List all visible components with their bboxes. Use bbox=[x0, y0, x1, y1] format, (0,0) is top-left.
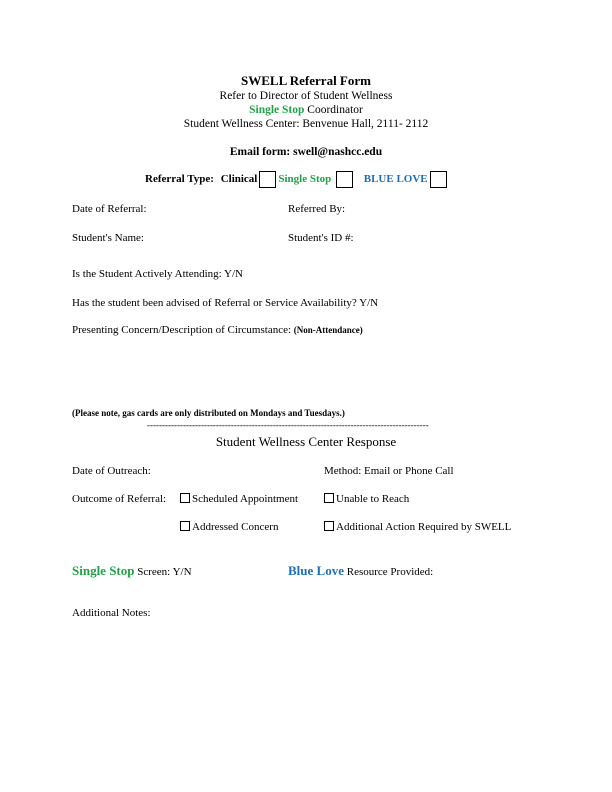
advised-question: Has the student been advised of Referral or Service Availability? Y/N bbox=[72, 297, 379, 309]
resource-provided: Resource Provided: bbox=[343, 566, 434, 578]
single-stop-highlight: Single Stop bbox=[249, 104, 305, 116]
response-title: Student Wellness Center Response bbox=[215, 434, 397, 449]
referral-type-row bbox=[145, 171, 449, 188]
concern-note: (Non-Attendance) bbox=[293, 325, 363, 335]
date-of-outreach-label: Date of Outreach: bbox=[72, 465, 151, 477]
opt-scheduled[interactable] bbox=[180, 493, 298, 505]
student-name-label: Student's Name: bbox=[72, 232, 144, 244]
coordinator-text: Coordinator bbox=[304, 104, 363, 116]
attending-question: Is the Student Actively Attending: Y/N bbox=[72, 268, 243, 280]
opt-addressed[interactable] bbox=[180, 521, 278, 533]
gas-card-note: (Please note, gas cards are only distributed on Mondays and Tuesdays.) bbox=[72, 408, 345, 418]
additional-checkbox[interactable] bbox=[324, 521, 334, 531]
single-stop-screen-row bbox=[72, 563, 192, 579]
blue-love-resource-row bbox=[288, 563, 433, 579]
addressed-checkbox[interactable] bbox=[180, 521, 190, 531]
outcome-label: Outcome of Referral: bbox=[72, 493, 167, 505]
scheduled-checkbox[interactable] bbox=[180, 493, 190, 503]
additional-notes-label: Additional Notes: bbox=[72, 607, 151, 619]
concern-label: Presenting Concern/Description of Circumstance: bbox=[72, 324, 292, 336]
blue-love-label: BLUE LOVE bbox=[363, 173, 428, 186]
clinical-label: Clinical bbox=[220, 173, 258, 186]
referral-type-label: Referral Type: bbox=[145, 173, 214, 186]
concern-row bbox=[72, 324, 363, 336]
coordinator-line bbox=[0, 104, 612, 116]
method-label: Method: Email or Phone Call bbox=[324, 465, 454, 477]
email-line: Email form: swell@nashcc.edu bbox=[229, 146, 383, 158]
date-of-referral-label: Date of Referral: bbox=[72, 203, 147, 215]
opt-unable[interactable] bbox=[324, 493, 409, 505]
additional-label: Additional Action Required by SWELL bbox=[336, 521, 512, 533]
blue-love-resource-label: Blue Love bbox=[288, 563, 344, 578]
form-title: SWELL Referral Form bbox=[241, 73, 371, 88]
single-stop-label: Single Stop bbox=[278, 173, 332, 186]
student-id-label: Student's ID #: bbox=[288, 232, 354, 244]
referred-by-label: Referred By: bbox=[288, 203, 346, 215]
clinical-checkbox[interactable] bbox=[259, 171, 276, 188]
single-stop-screen-label: Single Stop bbox=[72, 563, 135, 578]
single-stop-checkbox[interactable] bbox=[336, 171, 353, 188]
scheduled-label: Scheduled Appointment bbox=[192, 493, 299, 505]
separator-line: ---------------------------------------------------------------------------------------------- bbox=[147, 420, 429, 430]
screen-yn: Screen: Y/N bbox=[134, 566, 192, 578]
refer-line: Refer to Director of Student Wellness bbox=[219, 90, 393, 102]
unable-label: Unable to Reach bbox=[336, 493, 410, 505]
addressed-label: Addressed Concern bbox=[192, 521, 279, 533]
unable-checkbox[interactable] bbox=[324, 493, 334, 503]
opt-additional[interactable] bbox=[324, 521, 511, 533]
center-location: Student Wellness Center: Benvenue Hall, 2111- 2112 bbox=[183, 118, 429, 130]
blue-love-checkbox[interactable] bbox=[430, 171, 447, 188]
